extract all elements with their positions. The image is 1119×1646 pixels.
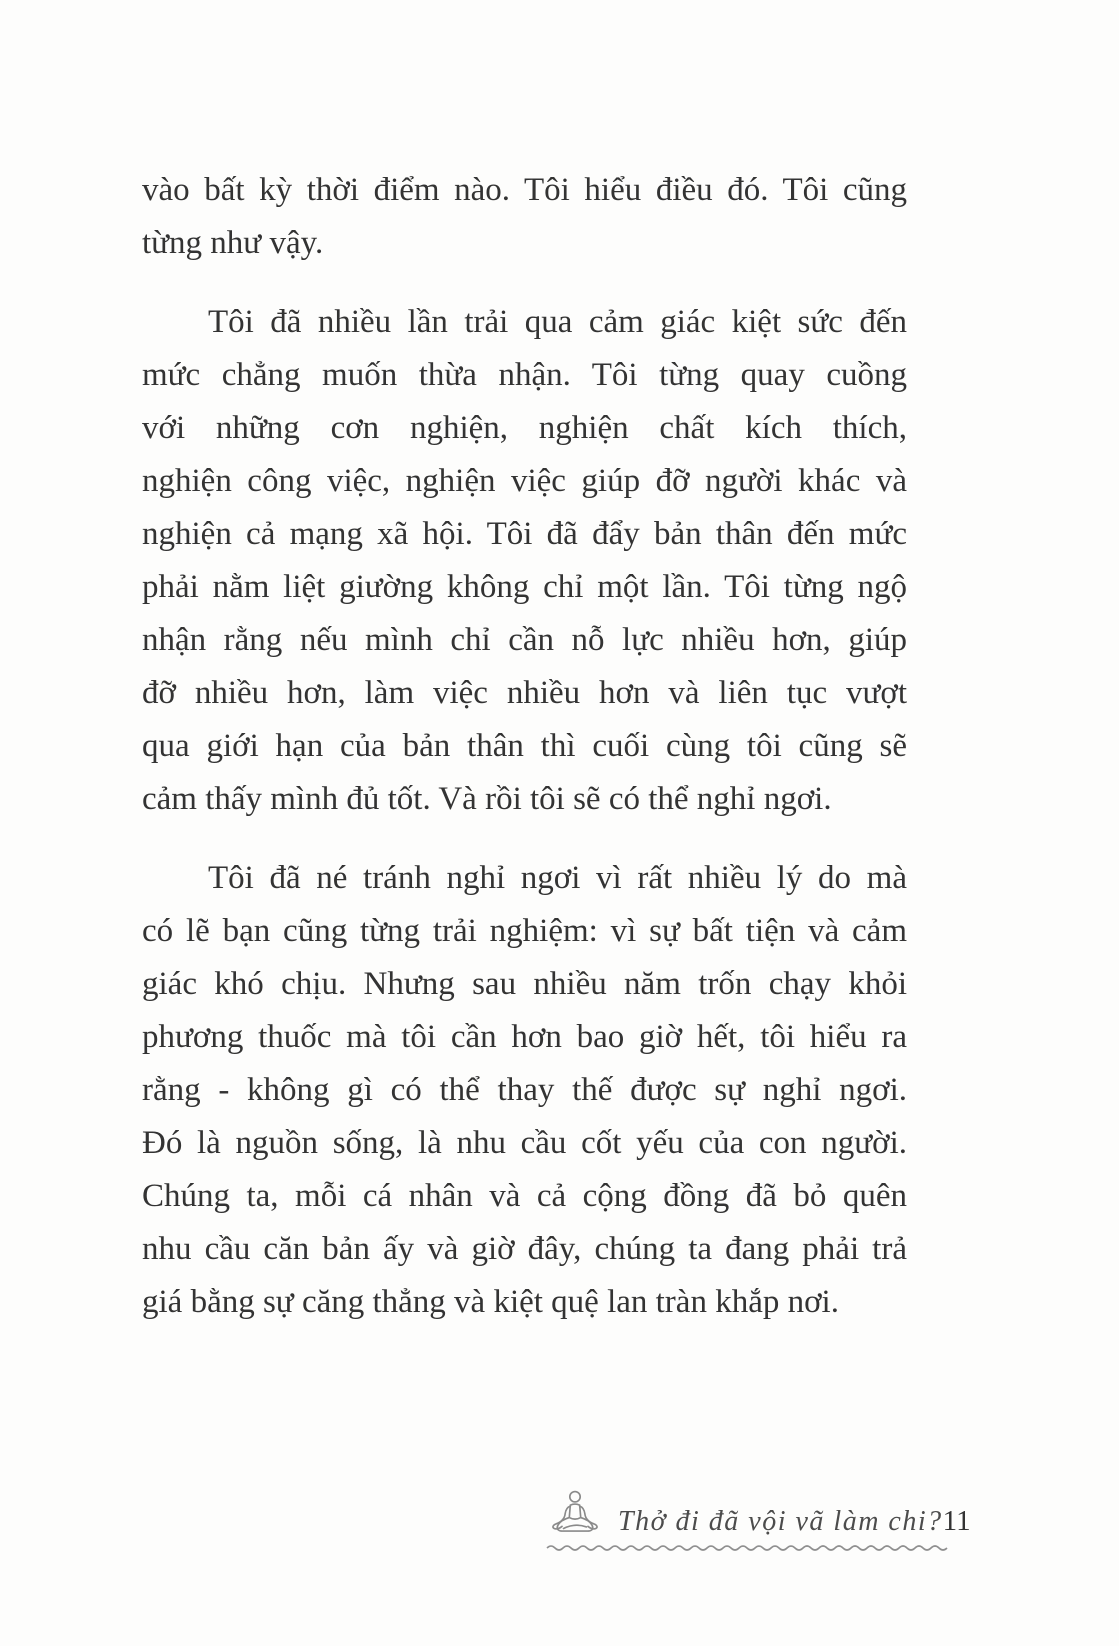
text-line: phương thuốc mà tôi cần hơn bao giờ hết, tôi hiểu ra [142,1019,907,1055]
paragraph [142,296,907,826]
text-line: với những cơn nghiện, nghiện chất kích thích, [142,410,907,446]
text-line: cảm thấy mình đủ tốt. Và rồi tôi sẽ có thể nghỉ ngơi. [142,781,832,817]
text-line: mức chẳng muốn thừa nhận. Tôi từng quay cuồng [142,357,907,393]
page-footer [546,1490,971,1553]
text-line: có lẽ bạn cũng từng trải nghiệm: vì sự bất tiện và cảm [142,913,907,949]
text-line: nhu cầu căn bản ấy và giờ đây, chúng ta đang phải trả [142,1231,907,1267]
wave-divider [546,1543,948,1553]
text-line: Đó là nguồn sống, là nhu cầu cốt yếu của con người. [142,1125,907,1161]
running-title: Thở đi đã vội vã làm chi? [618,1506,943,1537]
text-line: giá bằng sự căng thẳng và kiệt quệ lan tràn khắp nơi. [142,1284,839,1320]
text-line: từng như vậy. [142,225,324,261]
text-line: qua giới hạn của bản thân thì cuối cùng tôi cũng sẽ [142,728,907,764]
text-line: Tôi đã né tránh nghỉ ngơi vì rất nhiều lý do mà [208,860,907,896]
meditation-icon [546,1490,604,1542]
text-line: rằng - không gì có thể thay thế được sự nghỉ ngơi. [142,1072,907,1108]
text-line: nhận rằng nếu mình chỉ cần nỗ lực nhiều hơn, giúp [142,622,907,658]
page-number: 11 [942,1505,971,1537]
page-text [142,164,907,1355]
text-line: đỡ nhiều hơn, làm việc nhiều hơn và liên tục vượt [142,675,907,711]
paragraph [142,852,907,1329]
text-line: vào bất kỳ thời điểm nào. Tôi hiểu điều đó. Tôi cũng [142,172,907,208]
text-line: phải nằm liệt giường không chỉ một lần. Tôi từng ngộ [142,569,907,605]
text-line: Tôi đã nhiều lần trải qua cảm giác kiệt sức đến [208,304,907,340]
text-line: nghiện công việc, nghiện việc giúp đỡ người khác và [142,463,907,499]
paragraph [142,164,907,270]
text-line: giác khó chịu. Nhưng sau nhiều năm trốn chạy khỏi [142,966,907,1002]
text-line: Chúng ta, mỗi cá nhân và cả cộng đồng đã bỏ quên [142,1178,907,1214]
text-line: nghiện cả mạng xã hội. Tôi đã đẩy bản thân đến mức [142,516,907,552]
footer-row [546,1490,971,1542]
